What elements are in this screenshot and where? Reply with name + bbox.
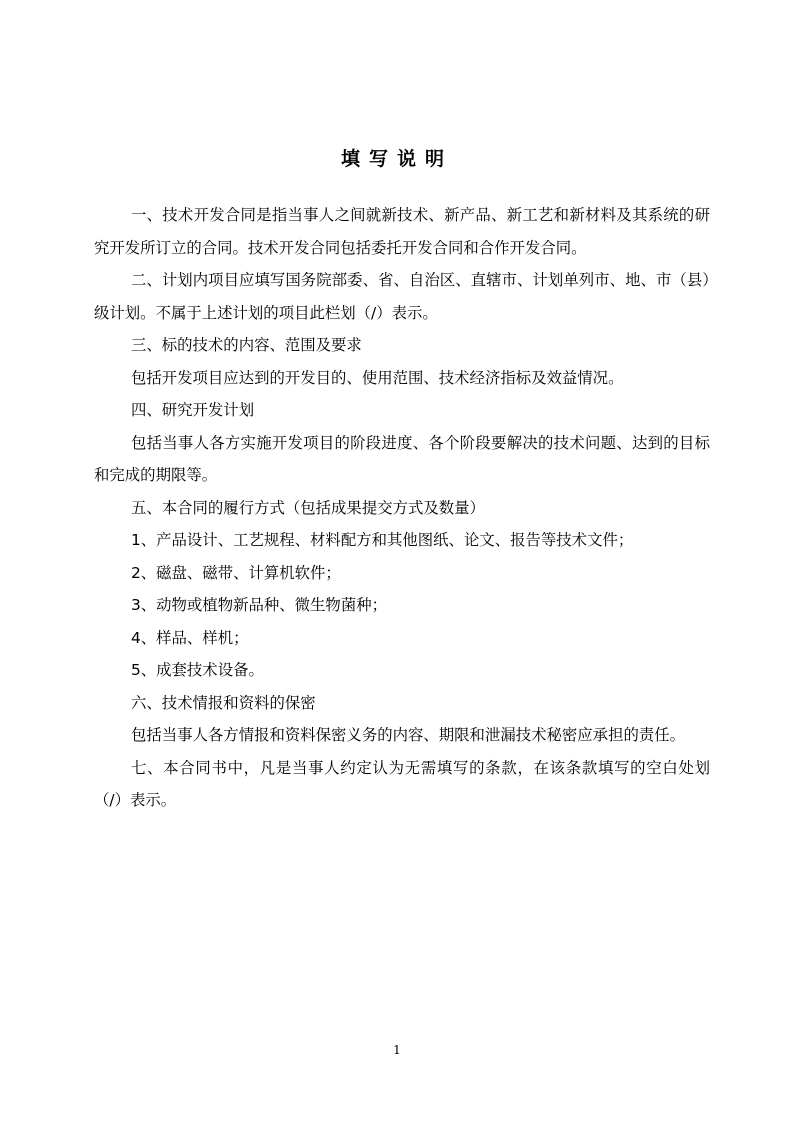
paragraph-blank-fields: 七、本合同书中，凡是当事人约定认为无需填写的条款，在该条款填写的空白处划（/）表示。 bbox=[94, 758, 710, 809]
paragraph-subject-technology: 包括开发项目应达到的开发目的、使用范围、技术经济指标及效益情况。 bbox=[130, 368, 624, 387]
list-item-technical-documents: 1、产品设计、工艺规程、材料配方和其他图纸、论文、报告等技术文件； bbox=[130, 531, 634, 549]
heading-confidentiality: 六、技术情报和资料的保密 bbox=[130, 693, 316, 712]
list-item-samples: 4、样品、样机； bbox=[130, 628, 249, 647]
paragraph-confidentiality: 包括当事人各方情报和资料保密义务的内容、期限和泄漏技术秘密应承担的责任。 bbox=[130, 726, 686, 744]
page-title: 填写说明 bbox=[340, 148, 453, 170]
heading-performance-method: 五、本合同的履行方式（包括成果提交方式及数量） bbox=[130, 498, 485, 517]
list-item-varieties: 3、动物或植物新品种、微生物菌种； bbox=[130, 596, 387, 614]
paragraph-development-plan: 包括当事人各方实施开发项目的阶段进度、各个阶段要解决的技术问题、达到的目标和完成的期限等。 bbox=[94, 433, 710, 484]
list-item-software: 2、磁盘、磁带、计算机软件； bbox=[130, 563, 341, 582]
paragraph-definition: 一、技术开发合同是指当事人之间就新技术、新产品、新工艺和新材料及其系统的研究开发所订立的合同。技术开发合同包括委托开发合同和合作开发合同。 bbox=[94, 206, 710, 257]
page-number: 1 bbox=[393, 1043, 401, 1057]
list-item-equipment: 5、成套技术设备。 bbox=[130, 661, 264, 679]
paragraph-plan-projects: 二、计划内项目应填写国务院部委、省、自治区、直辖市、计划单列市、地、市（县）级计划。不属于上述计划的项目此栏划（/）表示。 bbox=[94, 271, 710, 322]
heading-development-plan: 四、研究开发计划 bbox=[130, 401, 255, 419]
instructions-body bbox=[94, 199, 710, 817]
heading-subject-technology: 三、标的技术的内容、范围及要求 bbox=[130, 336, 362, 354]
